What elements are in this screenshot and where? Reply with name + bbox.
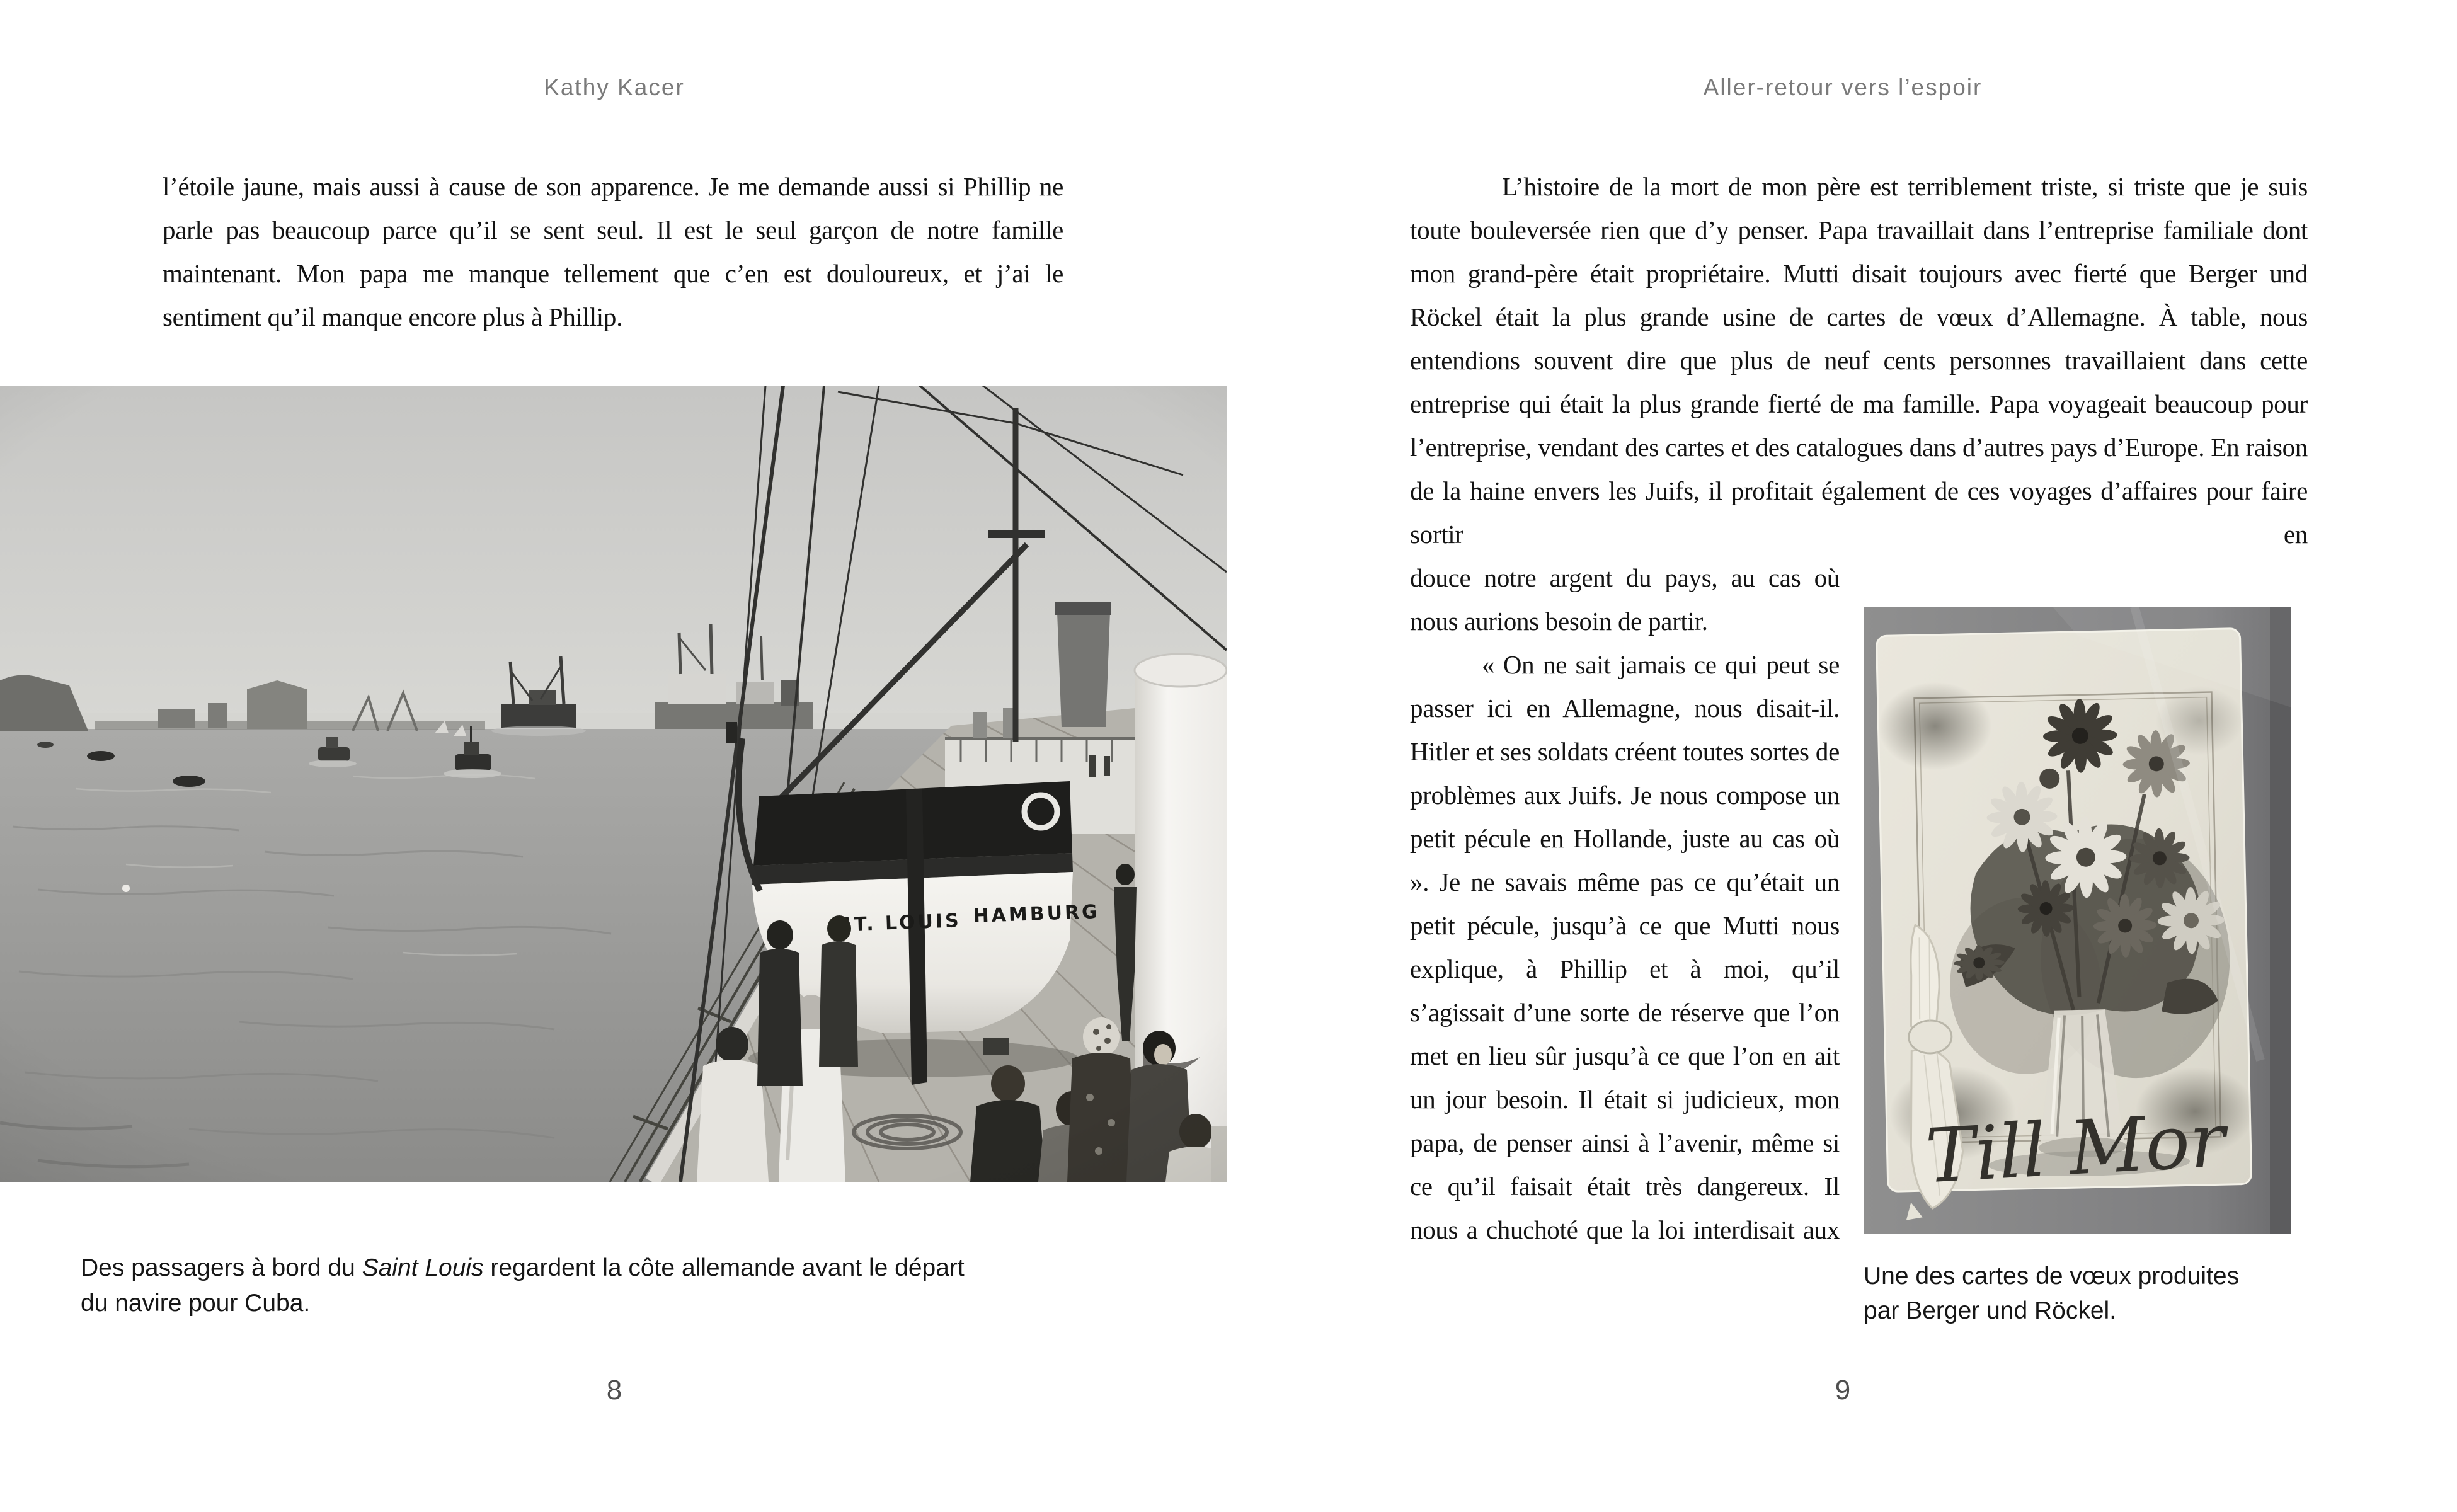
page-number-left: 8 [606,1375,622,1406]
caption-ship-name: Saint Louis [362,1254,484,1281]
photo-vignette [0,386,1227,1182]
greeting-card-photo [1864,607,2291,1234]
right-paragraph-1-narrow: douce notre argent du pays, au cas où nous aurions besoin de partir. [1410,563,1840,636]
left-page-paragraph: l’étoile jaune, mais aussi à cause de son apparence. Je me demande aussi si Phillip ne parle pas beaucoup parce qu’il se sent seul. Il est le seul garçon de notre famille maintenant. Mon papa me manque tellement que c’en est douloureux, et j’ai le sentiment qu’il manque encore plus à Phillip. [163,172,1063,331]
greeting-card [1876,628,2257,1220]
right-card-caption: Une des cartes de vœux produites par Berger und Röckel. [1864,1263,2240,1324]
caption-text-pre: Des passagers à bord du [81,1254,362,1281]
narrow-text-column [1410,556,1840,1252]
ship-deck-photo [0,386,1227,1182]
caption-text-post: regardent la côte allemande avant le départ du navire pour Cuba. [81,1254,965,1317]
left-photo-caption [81,1251,988,1321]
card-figure [1864,556,2308,1328]
running-head-author: Kathy Kacer [544,74,685,100]
text-wrap-row [1410,556,2308,1328]
page-number-right: 9 [1835,1375,1851,1406]
right-page-text-column [1410,165,2308,1328]
right-paragraph-1-wide: L’histoire de la mort de mon père est terriblement triste, si triste que je suis toute bouleversée rien que d’y penser. Papa travaillait dans l’entreprise familiale dont mon grand-père était propriétaire. Mutti disait toujours avec fierté que Berger und Röckel était la plus grande usine de cartes de vœux d’Allemagne. À table, nous entendions souvent dire que plus de neuf cents personnes travaillaient dans cette entreprise qui était la plus grande fierté de ma famille. Papa voyageait beaucoup pour l’entreprise, vendant des cartes et des catalogues dans d’autres pays d’Europe. En raison de la haine envers les Juifs, il profitait également de ces voyages d’affaires pour faire sortir en [1410,172,2308,549]
running-head-title: Aller-retour vers l’espoir [1703,74,1983,100]
card-script-text: Till Mor [1923,1096,2228,1200]
right-paragraph-2: « On ne sait jamais ce qui peut se passer ici en Allemagne, nous disait-il. Hitler et ses soldats créent toutes sortes de problèmes aux Juifs. Je nous compose un petit pécule en Hollande, juste au cas où ». Je ne savais même pas ce qu’était un petit pécule, jusqu’à ce que Mutti nous explique, à Phillip et à moi, qu’il s’agissait d’une sorte de réserve que l’on met en lieu sûr jusqu’à ce que l’on en ait un jour besoin. Il était si judicieux, mon papa, de penser ainsi à l’avenir, même si ce qu’il faisait était très dangereux. Il nous a chuchoté que la loi interdisait aux [1410,650,1840,1244]
